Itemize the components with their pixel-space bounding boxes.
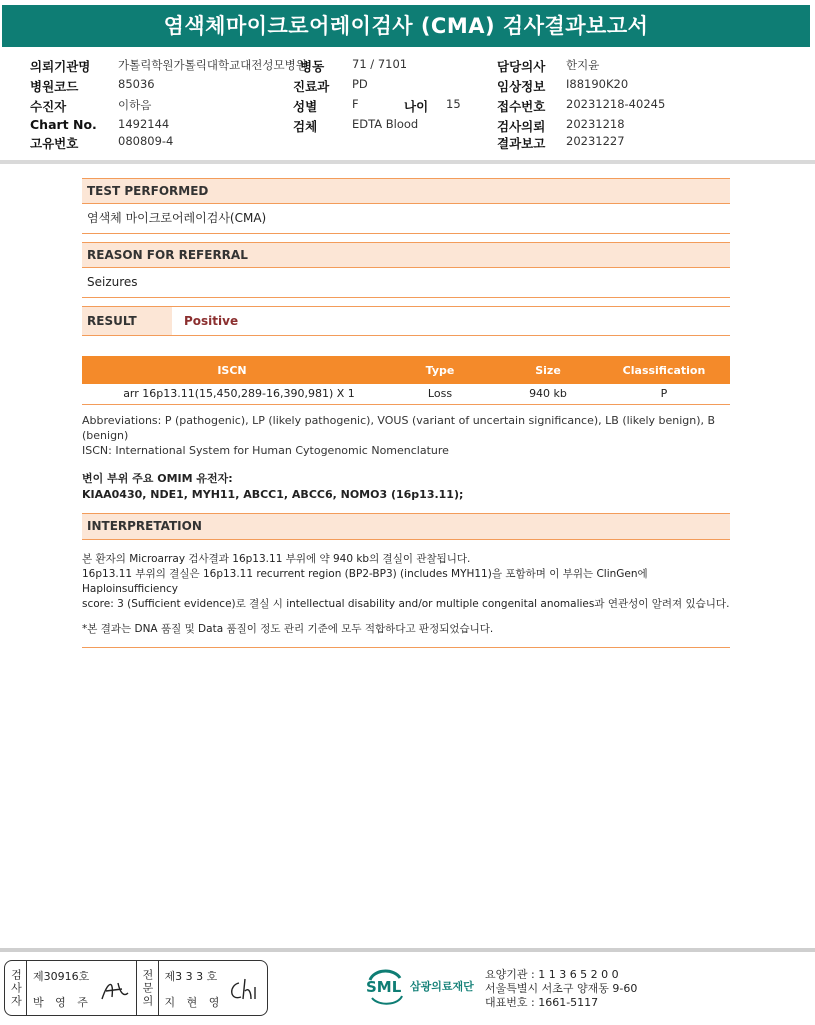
specimen-label: 검체 [293,119,318,134]
logo-sml-text: SML [366,978,402,996]
unique-value: 080809-4 [118,134,174,148]
interpretation-line: 본 환자의 Microarray 검사결과 16p13.11 부위에 약 940 kb의 결실이 관찰됩니다. [82,552,471,565]
table-header-row [82,356,730,384]
request-value: 20231218 [566,117,625,131]
th-type: Type [382,356,498,384]
result-row [82,306,730,336]
request-label: 검사의뢰 [497,119,546,134]
report-body [82,178,730,648]
table-row [82,384,730,404]
org-code: 요양기관 : 1 1 3 6 5 2 0 0 [485,968,619,981]
org-phone: 대표번호 : 1661-5117 [485,996,599,1009]
interpretation-section [82,513,730,648]
header-divider [0,160,815,164]
hospital-code-label: 병원코드 [30,79,79,94]
iscn-table [82,356,730,405]
test-performed-value: 염색체 마이크로어레이검사(CMA) [82,204,730,234]
sex-value: F [352,97,359,111]
interpretation-line: score: 3 (Sufficient evidence)로 결실 시 intellectual disability and/or multiple congenital anomalies과 연관성이 알려져 있습니다. [82,597,730,610]
sml-logo [364,966,474,1006]
clinical-value: I88190K20 [566,77,629,91]
report-date-label: 결과보고 [497,136,546,151]
omim-title: 변이 부위 주요 OMIM 유전자: [82,471,233,485]
specialist-role: 전문의 [137,961,159,1015]
sml-logo-icon [364,966,406,1006]
specialist-license: 제3 3 3 호 [164,970,218,983]
subject-label: 수진자 [30,99,67,114]
specialist-cell [159,961,268,1015]
abbreviations [82,413,730,458]
cell-iscn: arr 16p13.11(15,450,289-16,390,981) X 1 [82,384,382,404]
clinical-label: 임상정보 [497,79,546,94]
referral-value: Seizures [82,268,730,298]
examiner-license: 제30916호 [33,970,90,983]
interpretation-line: 16p13.11 부위의 결실은 16p13.11 recurrent region (BP2-BP3) (includes MYH11)을 포함하며 이 부위는 ClinGen에 Haploinsufficiency [82,567,648,595]
referral-heading: REASON FOR REFERRAL [82,242,730,268]
th-size: Size [498,356,598,384]
sex-label: 성별 [293,99,318,114]
report-date-value: 20231227 [566,134,625,148]
result-value: Positive [184,314,239,328]
patient-info [0,54,815,154]
ward-value: 71 / 7101 [352,57,408,71]
doctor-value: 한지윤 [566,58,600,72]
age-value: 15 [446,97,461,111]
org-info [485,968,637,1010]
report-title: 염색체마이크로어레이검사 (CMA) 검사결과보고서 [2,5,810,47]
examiner-signature-icon [98,975,130,1005]
iscn-definition: ISCN: International System for Human Cytogenomic Nomenclature [82,443,449,457]
org-name: 삼광의료재단 [410,980,474,993]
specimen-value: EDTA Blood [352,117,419,131]
examiner-name: 박 영 주 [33,996,92,1009]
org-address: 서울특별시 서초구 양재동 9-60 [485,982,638,995]
chart-value: 1492144 [118,117,170,131]
doctor-label: 담당의사 [497,59,546,74]
examiner-cell [27,961,137,1015]
examiner-role: 검사자 [5,961,27,1015]
dept-label: 진료과 [293,79,330,94]
subject-value: 이하음 [118,98,152,112]
receipt-value: 20231218-40245 [566,97,666,111]
test-performed-heading: TEST PERFORMED [82,178,730,204]
cell-size: 940 kb [498,384,598,404]
result-label: RESULT [82,307,172,335]
specialist-name: 지 현 영 [164,996,224,1009]
interpretation-heading: INTERPRETATION [82,514,730,540]
institution-value: 가톨릭학원가톨릭대학교대전성모병원 [118,58,307,72]
abbreviations-line: Abbreviations: P (pathogenic), LP (likely pathogenic), VOUS (variant of uncertain significance), LB (likely benign), B (benign) [82,413,716,442]
ward-label: 병동 [300,59,325,74]
footer-divider [0,948,815,952]
quality-note: *본 결과는 DNA 품질 및 Data 품질이 정도 관리 기준에 모두 적합하다고 판정되었습니다. [82,622,494,635]
th-iscn: ISCN [82,356,382,384]
hospital-code-value: 85036 [118,77,155,91]
signature-box [4,960,268,1016]
dept-value: PD [352,77,368,91]
chart-label: Chart No. [30,117,97,132]
interpretation-body [82,540,730,648]
cell-classification: P [598,384,730,404]
cell-type: Loss [382,384,498,404]
unique-label: 고유번호 [30,136,79,151]
receipt-label: 접수번호 [497,99,546,114]
institution-label: 의뢰기관명 [30,59,91,74]
th-classification: Classification [598,356,730,384]
omim-genes: KIAA0430, NDE1, MYH11, ABCC1, ABCC6, NOMO3 (16p13.11); [82,487,464,501]
specialist-signature-icon [227,975,261,1005]
age-label: 나이 [404,99,429,114]
